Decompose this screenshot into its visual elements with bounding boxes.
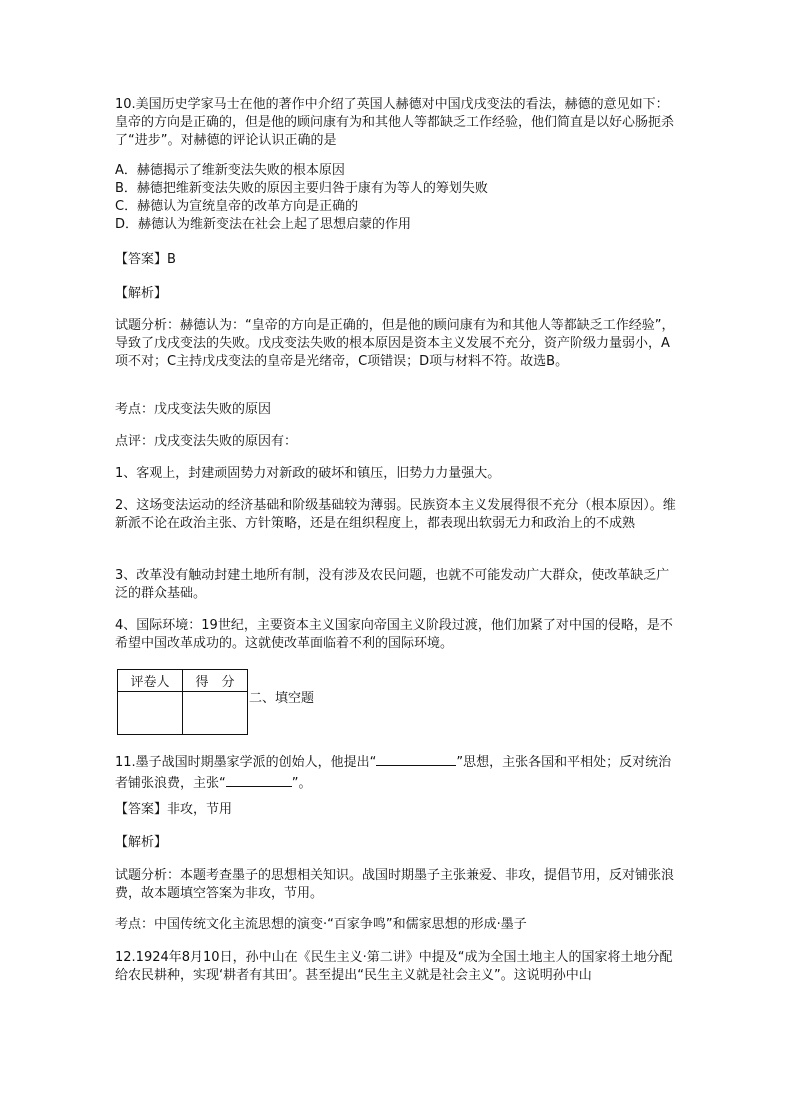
q11-blank-2 [226,772,292,787]
score-cell [183,692,248,735]
q10-point-2: 2、这场变法运动的经济基础和阶级基础较为薄弱。民族资本主义发展得很不充分（根本原因）。维新派不论在政治主张、方针策略，还是在组织程度上，都表现出软弱无力和政治上的不成熟 [115,498,676,531]
q10-option-a: A．赫德揭示了维新变法失败的根本原因 [115,163,345,178]
q10-dianping: 点评：戊戌变法失败的原因有： [115,434,298,449]
q10-stem: 10.美国历史学家马士在他的著作中介绍了英国人赫德对中国戊戌变法的看法，赫德的意见如下：皇帝的方向是正确的，但是他的顾问康有为和其他人等都缺乏工作经验，他们简直是以好心肠扼杀了“进步”。对赫德的评论认识正确的是 [115,97,675,148]
score-table [117,669,248,735]
q11-stem [115,751,680,793]
q10-option-d: D．赫德认为维新变法在社会上起了思想启蒙的作用 [115,217,412,232]
q11-kaodian: 考点：中国传统文化主流思想的演变·“百家争鸣”和儒家思想的形成·墨子 [115,917,527,932]
q10-answer: 【答案】B [115,252,176,267]
q10-options [115,162,680,234]
q11-blank-1 [376,751,456,766]
score-label: 得 分 [183,670,248,692]
q11-stem-part2: ”思想，主张各国和平相处；反对统治者铺张浪费，主张“ [115,755,672,791]
q10-point-1: 1、客观上，封建顽固势力对新政的破坏和镇压，旧势力力量强大。 [115,466,501,481]
q10-analysis-heading: 【解析】 [115,286,168,301]
q11-stem-part3: ”。 [291,776,312,791]
section-title: 二、填空题 [249,691,315,706]
q10-option-b: B．赫德把维新变法失败的原因主要归咎于康有为等人的筹划失败 [115,181,488,196]
q11-answer: 【答案】非攻，节用 [115,802,233,817]
grader-label: 评卷人 [118,670,183,692]
q10-analysis: 试题分析：赫德认为：“皇帝的方向是正确的，但是他的顾问康有为和其他人等都缺乏工作经验”，导致了戊戌变法的失败。戊戌变法失败的根本原因是资本主义发展不充分，资产阶级力量弱小，A项不对；C主持戊戌变法的皇帝是光绪帝，C项错误；D项与材料不符。故选B。 [115,318,675,369]
q10-kaodian: 考点：戊戌变法失败的原因 [115,402,272,417]
q12-stem: 12.1924年8月10日，孙中山在《民生主义·第二讲》中提及“成为全国土地主人的国家将土地分配给农民耕种，实现‘耕者有其田’。甚至提出“民生主义就是社会主义”。这说明孙中山 [115,950,673,983]
q10-option-c: C．赫德认为宣统皇帝的改革方向是正确的 [115,199,359,214]
grader-cell [118,692,183,735]
q11-analysis-heading: 【解析】 [115,835,168,850]
q10-point-4: 4、国际环境：19世纪，主要资本主义国家向帝国主义阶段过渡，他们加紧了对中国的侵略，是不希望中国改革成功的。这就使改革面临着不利的国际环境。 [115,618,673,651]
q11-analysis: 试题分析：本题考查墨子的思想相关知识。战国时期墨子主张兼爱、非攻，提倡节用，反对铺张浪费，故本题填空答案为非攻，节用。 [115,868,675,901]
q10-point-3: 3、改革没有触动封建土地所有制，没有涉及农民问题，也就不可能发动广大群众，使改革缺乏广泛的群众基础。 [115,568,670,601]
q11-stem-part1: 11.墨子战国时期墨家学派的创始人，他提出“ [115,755,377,770]
